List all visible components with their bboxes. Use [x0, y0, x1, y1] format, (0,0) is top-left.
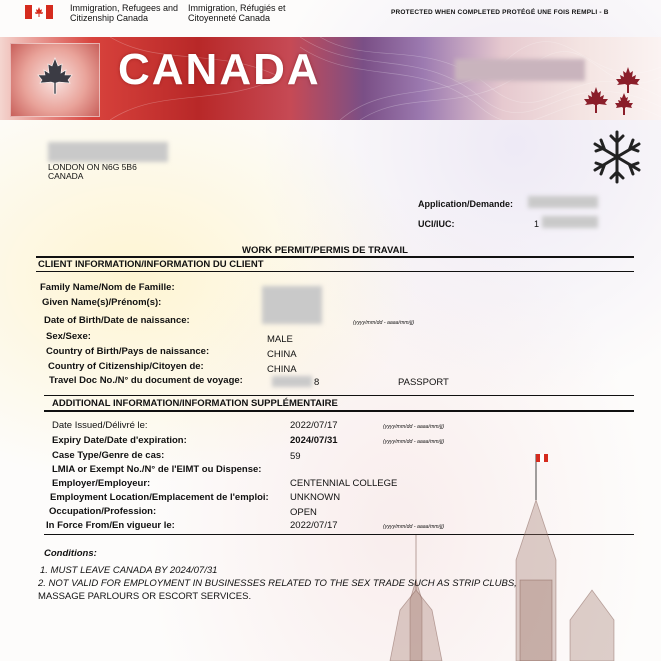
document-title: WORK PERMIT/PERMIS DE TRAVAIL — [242, 245, 408, 256]
expiry-value: 2024/07/31 — [290, 435, 338, 446]
sex-value: MALE — [267, 334, 293, 345]
uci-partial: 1 — [534, 219, 540, 229]
location-label: Employment Location/Emplacement de l'emploi: — [50, 492, 269, 503]
travel-doc-suffix: 8 — [314, 377, 320, 388]
redacted-name — [48, 142, 168, 162]
birth-country-value: CHINA — [267, 349, 297, 360]
maple-leaf-icon — [35, 56, 75, 96]
lmia-label: LMIA or Exempt No./N° de l'EIMT ou Dispense: — [52, 464, 262, 475]
snowflake-icon — [588, 128, 646, 186]
given-name-label: Given Name(s)/Prénom(s): — [42, 297, 162, 308]
birth-country-label: Country of Birth/Pays de naissance: — [46, 346, 210, 357]
redacted-banner-text — [455, 59, 585, 81]
canada-flag-icon — [25, 5, 53, 19]
address-country: CANADA — [48, 171, 84, 181]
application-label: Application/Demande: — [418, 199, 514, 209]
employer-label: Employer/Employeur: — [52, 478, 151, 489]
occupation-label: Occupation/Profession: — [49, 506, 157, 517]
department-name-en — [70, 3, 178, 23]
redacted-uci — [542, 216, 598, 228]
banner-title: CANADA — [118, 45, 321, 94]
security-banner — [0, 37, 661, 120]
in-force-label: In Force From/En vigueur le: — [46, 520, 175, 531]
uci-label: UCI/IUC: — [418, 219, 455, 229]
hologram-emblem — [10, 43, 100, 117]
citizenship-value: CHINA — [267, 364, 297, 375]
address-block — [48, 163, 137, 181]
redacted-application-number — [528, 196, 598, 208]
dept-en-line2: Citizenship Canada — [70, 13, 149, 23]
case-type-label: Case Type/Genre de cas: — [52, 450, 165, 461]
expiry-format: (yyyy/mm/dd - aaaa/mm/jj) — [383, 439, 445, 445]
dept-en-line1: Immigration, Refugees and — [70, 3, 179, 13]
date-issued-format: (yyyy/mm/dd - aaaa/mm/jj) — [383, 424, 445, 430]
location-value: UNKNOWN — [290, 492, 341, 503]
dept-fr-line2: Citoyenneté Canada — [188, 13, 271, 23]
client-section-heading: CLIENT INFORMATION/INFORMATION DU CLIENT — [38, 259, 264, 270]
citizenship-label: Country of Citizenship/Citoyen de: — [48, 361, 204, 372]
family-name-label: Family Name/Nom de Famille: — [40, 282, 175, 293]
condition-2-continued: MASSAGE PARLOURS OR ESCORT SERVICES. — [38, 591, 252, 602]
travel-doc-label: Travel Doc No./N° du document de voyage: — [49, 375, 243, 386]
case-type-value: 59 — [290, 451, 301, 462]
condition-1: 1. MUST LEAVE CANADA BY 2024/07/31 — [40, 565, 218, 576]
sex-label: Sex/Sexe: — [46, 331, 91, 342]
maple-leaves-icon — [578, 65, 648, 117]
parliament-icon — [330, 440, 661, 661]
redacted-travel-doc — [272, 376, 312, 387]
redacted-client-name — [262, 286, 322, 324]
additional-section-rule-bottom — [44, 410, 634, 412]
occupation-value: OPEN — [290, 507, 317, 518]
expiry-label: Expiry Date/Date d'expiration: — [52, 435, 187, 446]
travel-doc-type: PASSPORT — [398, 377, 449, 388]
conditions-heading: Conditions: — [44, 548, 97, 559]
additional-section-heading: ADDITIONAL INFORMATION/INFORMATION SUPPLÉMENTAIRE — [52, 398, 338, 409]
condition-2: 2. NOT VALID FOR EMPLOYMENT IN BUSINESSES RELATED TO THE SEX TRADE SUCH AS STRIP CLUBS, — [38, 578, 517, 589]
dob-format: (yyyy/mm/dd - aaaa/mm/jj) — [353, 320, 415, 326]
title-rule — [36, 256, 634, 258]
additional-section-rule-top — [44, 395, 634, 396]
date-issued-value: 2022/07/17 — [290, 420, 338, 431]
in-force-value: 2022/07/17 — [290, 520, 338, 531]
date-issued-label: Date Issued/Délivré le: — [52, 420, 148, 431]
address-city: LONDON ON N6G 5B6 — [48, 162, 137, 172]
dept-fr-line1: Immigration, Réfugiés et — [188, 3, 286, 13]
protected-notice: PROTECTED WHEN COMPLETED PROTÉGÉ UNE FOIS REMPLI - B — [391, 9, 609, 16]
department-name-fr — [188, 3, 286, 23]
dob-label: Date of Birth/Date de naissance: — [44, 315, 190, 326]
client-section-rule — [36, 271, 634, 272]
in-force-format: (yyyy/mm/dd - aaaa/mm/jj) — [383, 524, 445, 530]
employer-value: CENTENNIAL COLLEGE — [290, 478, 398, 489]
